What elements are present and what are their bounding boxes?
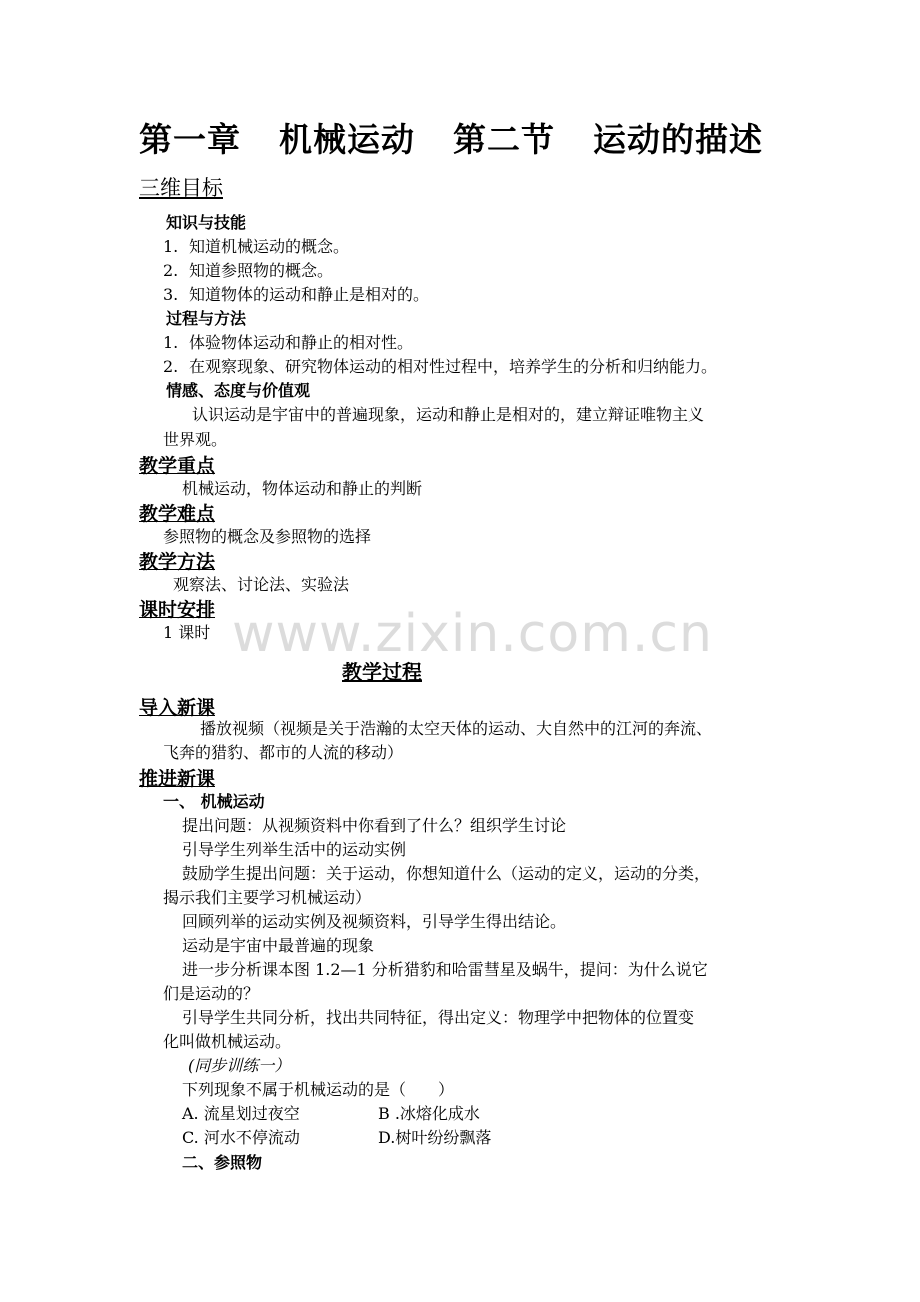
item-text: 知道参照物的概念。 (189, 261, 334, 280)
title-section: 第二节 (453, 120, 555, 159)
intro-text-line1: 播放视频（视频是关于浩瀚的太空天体的运动、大自然中的江河的奔流、 (200, 719, 713, 738)
paragraph: 们是运动的？ (163, 984, 260, 1003)
option-c: C. 河水不停流动 (182, 1128, 300, 1147)
title-chapter: 第一章 (139, 120, 241, 159)
process-item (163, 330, 413, 353)
difficulty-heading: 教学难点 (139, 503, 216, 525)
new-lesson-heading: 推进新课 (139, 768, 216, 790)
exercise-label: (同步训练一） (188, 1056, 291, 1075)
watermark: www.zixin.com.cn (232, 604, 713, 664)
key-point-heading: 教学重点 (139, 455, 216, 477)
item-number: 1. (163, 333, 179, 352)
option-a: A. 流星划过夜空 (182, 1104, 300, 1123)
paragraph: 运动是宇宙中最普遍的现象 (182, 936, 375, 955)
knowledge-item (163, 234, 349, 257)
intro-text-line2: 飞奔的猎豹、都市的人流的移动） (163, 743, 404, 762)
paragraph: 引导学生列举生活中的运动实例 (182, 840, 407, 859)
item-text: 知道物体的运动和静止是相对的。 (189, 285, 430, 304)
section-2-heading: 二、参照物 (182, 1153, 263, 1172)
paragraph: 回顾列举的运动实例及视频资料，引导学生得出结论。 (182, 912, 567, 931)
option-b: B .冰熔化成水 (378, 1104, 480, 1123)
knowledge-item (163, 282, 429, 305)
section-1-heading: 一、 机械运动 (163, 792, 265, 811)
process-item (163, 354, 717, 377)
paragraph: 进一步分析课本图 1.2—1 分析猎豹和哈雷彗星及蜗牛，提问：为什么说它 (182, 960, 708, 979)
process-label: 过程与方法 (166, 309, 247, 328)
paragraph: 引导学生共同分析，找出共同特征，得出定义：物理学中把物体的位置变 (182, 1008, 695, 1027)
exercise-question: 下列现象不属于机械运动的是（ ） (182, 1080, 455, 1099)
title-section-name: 运动的描述 (593, 120, 763, 159)
knowledge-label: 知识与技能 (166, 213, 247, 232)
method-heading: 教学方法 (139, 551, 216, 573)
schedule-text: 1 课时 (163, 623, 211, 642)
goals-heading: 三维目标 (139, 176, 223, 200)
paragraph: 鼓励学生提出问题：关于运动，你想知道什么（运动的定义，运动的分类， (182, 864, 711, 883)
paragraph: 揭示我们主要学习机械运动） (163, 888, 372, 907)
intro-heading: 导入新课 (139, 697, 216, 719)
item-text: 知道机械运动的概念。 (189, 237, 350, 256)
emotion-text-line2: 世界观。 (163, 430, 228, 449)
item-number: 2. (163, 261, 179, 280)
page-title (139, 114, 763, 161)
item-number: 1. (163, 237, 179, 256)
item-text: 在观察现象、研究物体运动的相对性过程中，培养学生的分析和归纳能力。 (189, 357, 718, 376)
exercise-options-row (182, 1101, 480, 1124)
item-text: 体验物体运动和静止的相对性。 (189, 333, 414, 352)
process-title: 教学过程 (342, 660, 422, 684)
option-d: D.树叶纷纷飘落 (378, 1128, 492, 1147)
item-number: 2. (163, 357, 179, 376)
item-number: 3. (163, 285, 179, 304)
paragraph: 提出问题：从视频资料中你看到了什么？组织学生讨论 (182, 816, 567, 835)
difficulty-text: 参照物的概念及参照物的选择 (163, 527, 372, 546)
key-point-text: 机械运动，物体运动和静止的判断 (182, 479, 423, 498)
knowledge-item (163, 258, 333, 281)
emotion-label: 情感、态度与价值观 (166, 381, 311, 400)
exercise-options-row (182, 1125, 491, 1148)
method-text: 观察法、讨论法、实验法 (173, 575, 350, 594)
emotion-text-line1: 认识运动是宇宙中的普遍现象，运动和静止是相对的，建立辩证唯物主义 (192, 405, 705, 424)
schedule-heading: 课时安排 (139, 599, 216, 621)
paragraph: 化叫做机械运动。 (163, 1032, 292, 1051)
title-chapter-name: 机械运动 (279, 120, 415, 159)
